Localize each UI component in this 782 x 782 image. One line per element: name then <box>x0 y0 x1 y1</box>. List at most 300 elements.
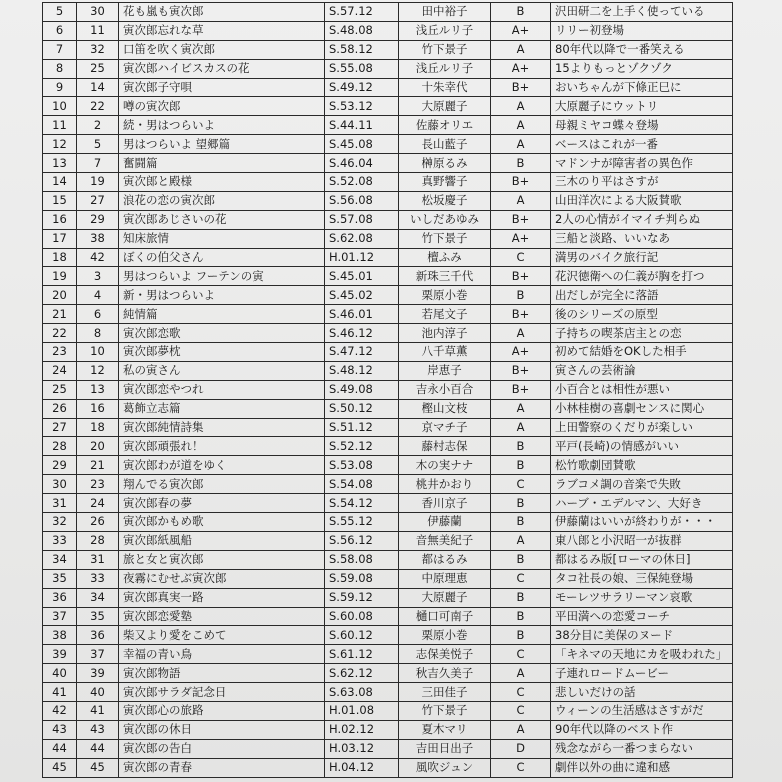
comment-cell: 「キネマの天地にカを吸われた」 <box>551 645 733 664</box>
comment-cell: マドンナが障害者の異色作 <box>551 154 733 173</box>
grade-cell: B <box>491 456 551 475</box>
release-date-cell: S.46.12 <box>325 324 399 343</box>
madonna-cell: 秋吉久美子 <box>399 664 491 683</box>
comment-cell: 子持ちの喫茶店主との恋 <box>551 324 733 343</box>
madonna-cell: 吉永小百合 <box>399 380 491 399</box>
table-row <box>43 267 733 286</box>
release-date-cell: H.02.12 <box>325 720 399 739</box>
release-date-cell: H.01.12 <box>325 248 399 267</box>
rank-cell: 26 <box>43 399 77 418</box>
table-row <box>43 418 733 437</box>
table-row <box>43 664 733 683</box>
title-cell: 寅次郎わが道をゆく <box>119 456 325 475</box>
rank-cell: 45 <box>43 758 77 777</box>
grade-cell: C <box>491 683 551 702</box>
rank-cell: 11 <box>43 116 77 135</box>
table-row <box>43 739 733 758</box>
rank-cell: 15 <box>43 191 77 210</box>
title-cell: 噂の寅次郎 <box>119 97 325 116</box>
comment-cell: 悲しいだけの話 <box>551 683 733 702</box>
episode-cell: 7 <box>77 154 119 173</box>
title-cell: 柴又より愛をこめて <box>119 626 325 645</box>
madonna-cell: 佐藤オリエ <box>399 116 491 135</box>
comment-cell: 子連れロードムービー <box>551 664 733 683</box>
title-cell: 寅次郎恋やつれ <box>119 380 325 399</box>
rank-cell: 18 <box>43 248 77 267</box>
release-date-cell: S.52.08 <box>325 173 399 192</box>
release-date-cell: S.54.08 <box>325 475 399 494</box>
title-cell: 寅次郎恋歌 <box>119 324 325 343</box>
episode-cell: 32 <box>77 40 119 59</box>
madonna-cell: 香川京子 <box>399 494 491 513</box>
grade-cell: C <box>491 569 551 588</box>
madonna-cell: 大原麗子 <box>399 588 491 607</box>
rank-cell: 42 <box>43 701 77 720</box>
grade-cell: B <box>491 626 551 645</box>
table-row <box>43 173 733 192</box>
title-cell: 葛飾立志篇 <box>119 399 325 418</box>
rank-cell: 28 <box>43 437 77 456</box>
episode-cell: 6 <box>77 305 119 324</box>
rank-cell: 34 <box>43 550 77 569</box>
madonna-cell: 樫山文枝 <box>399 399 491 418</box>
madonna-cell: 京マチ子 <box>399 418 491 437</box>
table-row <box>43 248 733 267</box>
table-row <box>43 324 733 343</box>
grade-cell: A <box>491 399 551 418</box>
comment-cell: 後のシリーズの原型 <box>551 305 733 324</box>
title-cell: 寅次郎春の夢 <box>119 494 325 513</box>
grade-cell: A+ <box>491 21 551 40</box>
grade-cell: B <box>491 588 551 607</box>
title-cell: 口笛を吹く寅次郎 <box>119 40 325 59</box>
table-row <box>43 154 733 173</box>
comment-cell: 満男のバイク旅行記 <box>551 248 733 267</box>
grade-cell: B <box>491 607 551 626</box>
comment-cell: モーレツサラリーマン哀歌 <box>551 588 733 607</box>
release-date-cell: S.59.08 <box>325 569 399 588</box>
madonna-cell: 樋口可南子 <box>399 607 491 626</box>
release-date-cell: S.62.12 <box>325 664 399 683</box>
title-cell: 寅次郎の告白 <box>119 739 325 758</box>
release-date-cell: S.57.12 <box>325 3 399 22</box>
release-date-cell: S.44.11 <box>325 116 399 135</box>
episode-cell: 13 <box>77 380 119 399</box>
madonna-cell: 池内淳子 <box>399 324 491 343</box>
grade-cell: D <box>491 739 551 758</box>
madonna-cell: 岸恵子 <box>399 361 491 380</box>
title-cell: 寅次郎頑張れ！ <box>119 437 325 456</box>
episode-cell: 36 <box>77 626 119 645</box>
title-cell: 寅次郎ハイビスカスの花 <box>119 59 325 78</box>
madonna-cell: 夏木マリ <box>399 720 491 739</box>
table-row <box>43 758 733 777</box>
grade-cell: C <box>491 475 551 494</box>
title-cell: 幸福の青い鳥 <box>119 645 325 664</box>
rank-cell: 23 <box>43 343 77 362</box>
title-cell: ぼくの伯父さん <box>119 248 325 267</box>
madonna-cell: 長山藍子 <box>399 135 491 154</box>
episode-cell: 29 <box>77 210 119 229</box>
comment-cell: 80年代以降で一番笑える <box>551 40 733 59</box>
table-row <box>43 40 733 59</box>
release-date-cell: H.04.12 <box>325 758 399 777</box>
release-date-cell: S.61.12 <box>325 645 399 664</box>
grade-cell: A+ <box>491 59 551 78</box>
rank-cell: 38 <box>43 626 77 645</box>
grade-cell: A <box>491 116 551 135</box>
rank-cell: 43 <box>43 720 77 739</box>
table-row <box>43 588 733 607</box>
grade-cell: C <box>491 701 551 720</box>
rank-cell: 32 <box>43 513 77 532</box>
release-date-cell: S.62.08 <box>325 229 399 248</box>
release-date-cell: S.45.08 <box>325 135 399 154</box>
grade-cell: A <box>491 664 551 683</box>
grade-cell: B+ <box>491 380 551 399</box>
comment-cell: 東八郎と小沢昭一が抜群 <box>551 531 733 550</box>
madonna-cell: 竹下景子 <box>399 701 491 720</box>
episode-cell: 10 <box>77 343 119 362</box>
rank-cell: 8 <box>43 59 77 78</box>
table-row <box>43 626 733 645</box>
table-row <box>43 116 733 135</box>
madonna-cell: 竹下景子 <box>399 40 491 59</box>
table-row <box>43 3 733 22</box>
episode-cell: 28 <box>77 531 119 550</box>
title-cell: 男はつらいよ 望郷篇 <box>119 135 325 154</box>
episode-cell: 37 <box>77 645 119 664</box>
grade-cell: A <box>491 324 551 343</box>
grade-cell: A+ <box>491 229 551 248</box>
release-date-cell: S.53.12 <box>325 97 399 116</box>
table-row <box>43 361 733 380</box>
table-row <box>43 135 733 154</box>
madonna-cell: 榊原るみ <box>399 154 491 173</box>
rank-cell: 27 <box>43 418 77 437</box>
grade-cell: B <box>491 437 551 456</box>
title-cell: 寅次郎と殿様 <box>119 173 325 192</box>
title-cell: 浪花の恋の寅次郎 <box>119 191 325 210</box>
comment-cell: 38分目に美保のヌード <box>551 626 733 645</box>
grade-cell: C <box>491 758 551 777</box>
release-date-cell: S.53.08 <box>325 456 399 475</box>
grade-cell: A <box>491 720 551 739</box>
table-row <box>43 720 733 739</box>
grade-cell: B <box>491 494 551 513</box>
madonna-cell: いしだあゆみ <box>399 210 491 229</box>
table-row <box>43 97 733 116</box>
release-date-cell: S.46.04 <box>325 154 399 173</box>
release-date-cell: S.60.12 <box>325 626 399 645</box>
table-row <box>43 305 733 324</box>
episode-cell: 42 <box>77 248 119 267</box>
table-row <box>43 191 733 210</box>
grade-cell: B+ <box>491 78 551 97</box>
title-cell: 寅次郎あじさいの花 <box>119 210 325 229</box>
madonna-cell: 田中裕子 <box>399 3 491 22</box>
release-date-cell: S.60.08 <box>325 607 399 626</box>
comment-cell: 小百合とは相性が悪い <box>551 380 733 399</box>
comment-cell: 沢田研二を上手く使っている <box>551 3 733 22</box>
ranking-table-body <box>43 3 733 778</box>
comment-cell: ベースはこれが一番 <box>551 135 733 154</box>
title-cell: 寅次郎かもめ歌 <box>119 513 325 532</box>
title-cell: 寅次郎忘れな草 <box>119 21 325 40</box>
episode-cell: 30 <box>77 3 119 22</box>
grade-cell: A <box>491 135 551 154</box>
comment-cell: 90年代以降のベスト作 <box>551 720 733 739</box>
episode-cell: 4 <box>77 286 119 305</box>
rank-cell: 10 <box>43 97 77 116</box>
table-row <box>43 494 733 513</box>
grade-cell: C <box>491 248 551 267</box>
rank-cell: 41 <box>43 683 77 702</box>
madonna-cell: 志保美悦子 <box>399 645 491 664</box>
table-row <box>43 531 733 550</box>
episode-cell: 16 <box>77 399 119 418</box>
rank-cell: 29 <box>43 456 77 475</box>
table-row <box>43 286 733 305</box>
ranking-table <box>42 2 733 778</box>
grade-cell: B <box>491 286 551 305</box>
comment-cell: 平田満への恋愛コーチ <box>551 607 733 626</box>
madonna-cell: 栗原小巻 <box>399 286 491 305</box>
table-row <box>43 683 733 702</box>
comment-cell: ウィーンの生活感はさすがだ <box>551 701 733 720</box>
table-row <box>43 607 733 626</box>
title-cell: 寅次郎子守唄 <box>119 78 325 97</box>
rank-cell: 37 <box>43 607 77 626</box>
madonna-cell: 八千草薫 <box>399 343 491 362</box>
title-cell: 続・男はつらいよ <box>119 116 325 135</box>
grade-cell: B+ <box>491 305 551 324</box>
rank-cell: 40 <box>43 664 77 683</box>
madonna-cell: 浅丘ルリ子 <box>399 21 491 40</box>
release-date-cell: S.48.12 <box>325 361 399 380</box>
release-date-cell: S.59.12 <box>325 588 399 607</box>
comment-cell: 三木のり平はさすが <box>551 173 733 192</box>
rank-cell: 13 <box>43 154 77 173</box>
rank-cell: 6 <box>43 21 77 40</box>
madonna-cell: 藤村志保 <box>399 437 491 456</box>
title-cell: 寅次郎心の旅路 <box>119 701 325 720</box>
episode-cell: 40 <box>77 683 119 702</box>
episode-cell: 23 <box>77 475 119 494</box>
release-date-cell: S.50.12 <box>325 399 399 418</box>
release-date-cell: S.63.08 <box>325 683 399 702</box>
table-row <box>43 550 733 569</box>
release-date-cell: S.58.08 <box>325 550 399 569</box>
comment-cell: 15よりもっとゾクゾク <box>551 59 733 78</box>
comment-cell: 小林桂樹の喜劇センスに関心 <box>551 399 733 418</box>
comment-cell: 花沢徳衛への仁義が胸を打つ <box>551 267 733 286</box>
rank-cell: 12 <box>43 135 77 154</box>
title-cell: 翔んでる寅次郎 <box>119 475 325 494</box>
madonna-cell: 風吹ジュン <box>399 758 491 777</box>
episode-cell: 19 <box>77 173 119 192</box>
grade-cell: B <box>491 550 551 569</box>
rank-cell: 22 <box>43 324 77 343</box>
rank-cell: 7 <box>43 40 77 59</box>
title-cell: 寅次郎恋愛塾 <box>119 607 325 626</box>
grade-cell: A <box>491 97 551 116</box>
grade-cell: A+ <box>491 343 551 362</box>
comment-cell: おいちゃんが下條正巳に <box>551 78 733 97</box>
table-row <box>43 78 733 97</box>
grade-cell: A <box>491 418 551 437</box>
madonna-cell: 三田佳子 <box>399 683 491 702</box>
comment-cell: 松竹歌劇団賛歌 <box>551 456 733 475</box>
release-date-cell: S.48.08 <box>325 21 399 40</box>
rank-cell: 17 <box>43 229 77 248</box>
table-row <box>43 475 733 494</box>
release-date-cell: H.01.08 <box>325 701 399 720</box>
table-row <box>43 513 733 532</box>
title-cell: 寅次郎サラダ記念日 <box>119 683 325 702</box>
title-cell: 寅次郎物語 <box>119 664 325 683</box>
comment-cell: 三船と淡路、いいなあ <box>551 229 733 248</box>
madonna-cell: 若尾文子 <box>399 305 491 324</box>
grade-cell: A <box>491 191 551 210</box>
madonna-cell: 松坂慶子 <box>399 191 491 210</box>
madonna-cell: 大原麗子 <box>399 97 491 116</box>
release-date-cell: S.51.12 <box>325 418 399 437</box>
comment-cell: 伊藤蘭はいいが終わりが・・・ <box>551 513 733 532</box>
episode-cell: 2 <box>77 116 119 135</box>
comment-cell: ハーブ・エデルマン、大好き <box>551 494 733 513</box>
table-row <box>43 210 733 229</box>
episode-cell: 8 <box>77 324 119 343</box>
madonna-cell: 真野響子 <box>399 173 491 192</box>
episode-cell: 20 <box>77 437 119 456</box>
release-date-cell: S.45.02 <box>325 286 399 305</box>
madonna-cell: 吉田日出子 <box>399 739 491 758</box>
episode-cell: 14 <box>77 78 119 97</box>
comment-cell: 2人の心情がイマイチ判らぬ <box>551 210 733 229</box>
release-date-cell: S.57.08 <box>325 210 399 229</box>
madonna-cell: 都はるみ <box>399 550 491 569</box>
title-cell: 寅次郎真実一路 <box>119 588 325 607</box>
title-cell: 花も嵐も寅次郎 <box>119 3 325 22</box>
table-row <box>43 437 733 456</box>
comment-cell: 劇伴以外の曲に違和感 <box>551 758 733 777</box>
table-row <box>43 399 733 418</box>
grade-cell: B+ <box>491 267 551 286</box>
comment-cell: 出だしが完全に落語 <box>551 286 733 305</box>
release-date-cell: S.54.12 <box>325 494 399 513</box>
title-cell: 純情篇 <box>119 305 325 324</box>
episode-cell: 22 <box>77 97 119 116</box>
episode-cell: 35 <box>77 607 119 626</box>
grade-cell: B+ <box>491 361 551 380</box>
title-cell: 奮闘篇 <box>119 154 325 173</box>
madonna-cell: 桃井かおり <box>399 475 491 494</box>
title-cell: 寅次郎の青春 <box>119 758 325 777</box>
table-row <box>43 569 733 588</box>
comment-cell: 寅さんの芸術論 <box>551 361 733 380</box>
comment-cell: リリー初登場 <box>551 21 733 40</box>
title-cell: 旅と女と寅次郎 <box>119 550 325 569</box>
comment-cell: 残念ながら一番つまらない <box>551 739 733 758</box>
episode-cell: 33 <box>77 569 119 588</box>
madonna-cell: 中原理恵 <box>399 569 491 588</box>
comment-cell: 初めて結婚をOKした相手 <box>551 343 733 362</box>
episode-cell: 27 <box>77 191 119 210</box>
rank-cell: 5 <box>43 3 77 22</box>
release-date-cell: S.56.12 <box>325 531 399 550</box>
madonna-cell: 木の実ナナ <box>399 456 491 475</box>
episode-cell: 39 <box>77 664 119 683</box>
table-row <box>43 59 733 78</box>
madonna-cell: 竹下景子 <box>399 229 491 248</box>
episode-cell: 41 <box>77 701 119 720</box>
grade-cell: B <box>491 513 551 532</box>
episode-cell: 3 <box>77 267 119 286</box>
episode-cell: 31 <box>77 550 119 569</box>
comment-cell: 大原麗子にウットリ <box>551 97 733 116</box>
rank-cell: 35 <box>43 569 77 588</box>
release-date-cell: S.52.12 <box>325 437 399 456</box>
episode-cell: 34 <box>77 588 119 607</box>
rank-cell: 30 <box>43 475 77 494</box>
episode-cell: 5 <box>77 135 119 154</box>
rank-cell: 44 <box>43 739 77 758</box>
release-date-cell: S.55.12 <box>325 513 399 532</box>
title-cell: 寅次郎純情詩集 <box>119 418 325 437</box>
table-row <box>43 343 733 362</box>
grade-cell: A <box>491 531 551 550</box>
grade-cell: C <box>491 645 551 664</box>
episode-cell: 21 <box>77 456 119 475</box>
madonna-cell: 十朱幸代 <box>399 78 491 97</box>
episode-cell: 24 <box>77 494 119 513</box>
rank-cell: 36 <box>43 588 77 607</box>
episode-cell: 25 <box>77 59 119 78</box>
title-cell: 知床旅情 <box>119 229 325 248</box>
release-date-cell: S.56.08 <box>325 191 399 210</box>
release-date-cell: H.03.12 <box>325 739 399 758</box>
rank-cell: 39 <box>43 645 77 664</box>
comment-cell: 都はるみ版[ローマの休日] <box>551 550 733 569</box>
release-date-cell: S.46.01 <box>325 305 399 324</box>
title-cell: 私の寅さん <box>119 361 325 380</box>
episode-cell: 12 <box>77 361 119 380</box>
release-date-cell: S.55.08 <box>325 59 399 78</box>
madonna-cell: 伊藤蘭 <box>399 513 491 532</box>
rank-cell: 19 <box>43 267 77 286</box>
release-date-cell: S.58.12 <box>325 40 399 59</box>
rank-cell: 25 <box>43 380 77 399</box>
episode-cell: 26 <box>77 513 119 532</box>
release-date-cell: S.47.12 <box>325 343 399 362</box>
title-cell: 夜霧にむせぶ寅次郎 <box>119 569 325 588</box>
table-row <box>43 21 733 40</box>
episode-cell: 38 <box>77 229 119 248</box>
release-date-cell: S.49.08 <box>325 380 399 399</box>
episode-cell: 44 <box>77 739 119 758</box>
title-cell: 寅次郎紙風船 <box>119 531 325 550</box>
madonna-cell: 音無美紀子 <box>399 531 491 550</box>
title-cell: 男はつらいよ フーテンの寅 <box>119 267 325 286</box>
table-row <box>43 701 733 720</box>
comment-cell: 山田洋次による大阪賛歌 <box>551 191 733 210</box>
title-cell: 新・男はつらいよ <box>119 286 325 305</box>
table-row <box>43 645 733 664</box>
madonna-cell: 浅丘ルリ子 <box>399 59 491 78</box>
episode-cell: 18 <box>77 418 119 437</box>
rank-cell: 16 <box>43 210 77 229</box>
